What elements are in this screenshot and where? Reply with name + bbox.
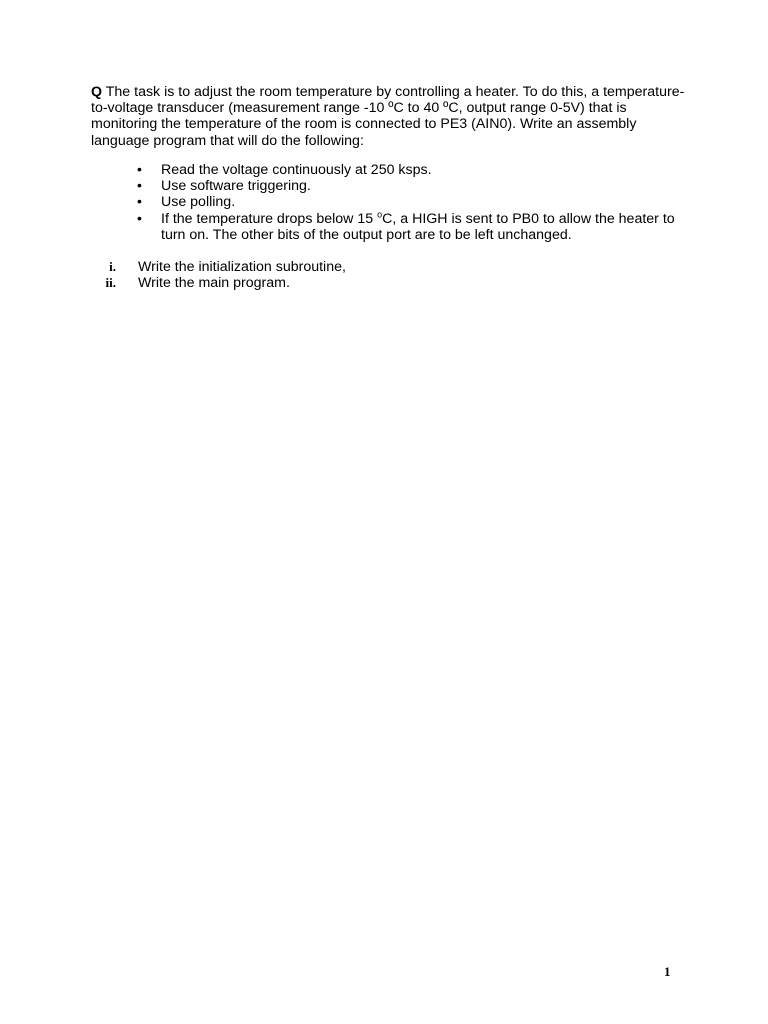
task-part-text: Write the initialization subroutine, <box>138 259 346 275</box>
question-intro-text: The task is to adjust the room temperature by controlling a heater. To do this, a temperature-to-voltage transducer (measurement range -10 ºC to 40 ºC, output range 0-5V) that is monitoring the temperature of the room is connected to PE3 (AIN0). Write an assembly language program that will do the following: <box>91 84 685 149</box>
requirement-text: Use polling. <box>161 194 236 211</box>
requirement-text: Read the voltage continuously at 250 ksps. <box>161 162 432 178</box>
requirement-item <box>137 178 697 194</box>
degree-symbol: o <box>377 208 383 219</box>
roman-numeral: i. <box>109 259 116 274</box>
page-number: 1 <box>664 964 671 979</box>
requirement-item <box>137 162 697 178</box>
requirement-text <box>161 208 675 243</box>
bullet-icon: • <box>137 162 142 178</box>
requirements-list <box>137 162 697 243</box>
task-parts-list <box>96 259 656 291</box>
requirement-text: Use software triggering. <box>161 178 311 195</box>
question-paragraph <box>91 84 691 149</box>
bullet-icon: • <box>137 210 142 227</box>
task-part-text: Write the main program. <box>138 275 290 292</box>
roman-numeral: ii. <box>105 275 116 291</box>
requirement-item <box>137 208 697 243</box>
requirement-text-part: If the temperature drops below 15 <box>161 210 378 227</box>
requirement-item <box>137 194 697 210</box>
requirement-text-part: C, a HIGH is sent to PB0 to allow the heater to turn on. The other bits of the output port are to be left unchanged. <box>161 210 675 243</box>
bullet-icon: • <box>137 194 142 211</box>
bullet-icon: • <box>137 178 142 195</box>
task-part-item <box>96 259 656 275</box>
question-marker: Q <box>91 84 103 100</box>
task-part-item <box>96 275 656 291</box>
